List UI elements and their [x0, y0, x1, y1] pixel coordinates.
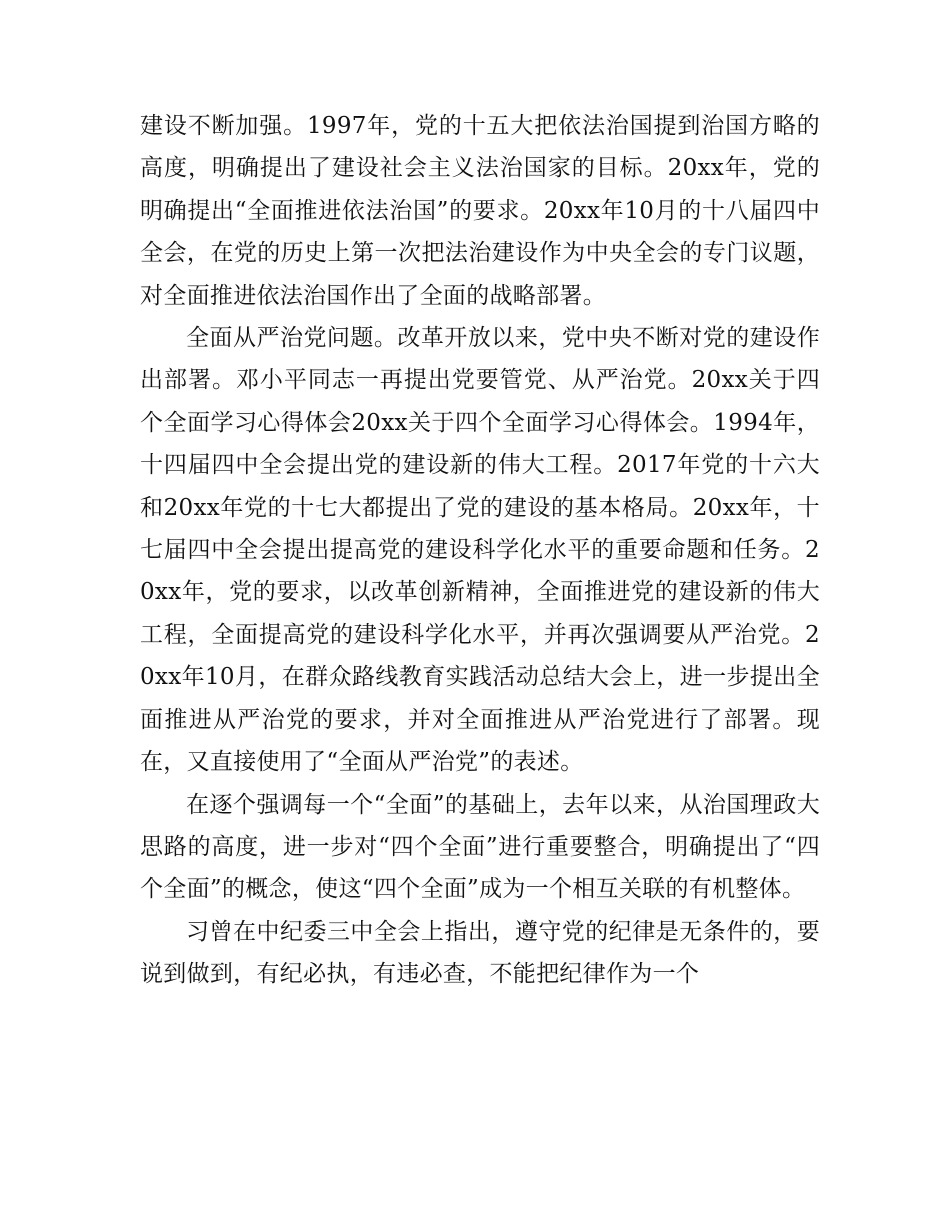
document-body: [140, 105, 820, 996]
paragraph-3: 在逐个强调每一个“全面”的基础上，去年以来，从治国理政大思路的高度，进一步对“四个全面”进行重要整合，明确提出了“四个全面”的概念，使这“四个全面”成为一个相互关联的有机整体。: [140, 791, 820, 903]
paragraph-4: 习曾在中纪委三中全会上指出，遵守党的纪律是无条件的，要说到做到，有纪必执，有违必查，不能把纪律作为一个: [140, 918, 820, 988]
paragraph-2: 全面从严治党问题。改革开放以来，党中央不断对党的建设作出部署。邓小平同志一再提出党要管党、从严治党。20xx关于四个全面学习心得体会20xx关于四个全面学习心得体会。1994年，十四届四中全会提出党的建设新的伟大工程。2017年党的十六大和20xx年党的十七大都提出了党的建设的基本格局。20xx年，十七届四中全会提出提高党的建设科学化水平的重要命题和任务。20xx年，党的要求，以改革创新精神，全面推进党的建设新的伟大工程，全面提高党的建设科学化水平，并再次强调要从严治党。20xx年10月，在群众路线教育实践活动总结大会上，进一步提出全面推进从严治党的要求，并对全面推进从严治党进行了部署。现在，又直接使用了“全面从严治党”的表述。: [140, 325, 820, 776]
paragraph-1: 建设不断加强。1997年，党的十五大把依法治国提到治国方略的高度，明确提出了建设社会主义法治国家的目标。20xx年，党的明确提出“全面推进依法治国”的要求。20xx年10月的十八届四中全会，在党的历史上第一次把法治建设作为中央全会的专门议题，对全面推进依法治国作出了全面的战略部署。: [140, 113, 820, 309]
